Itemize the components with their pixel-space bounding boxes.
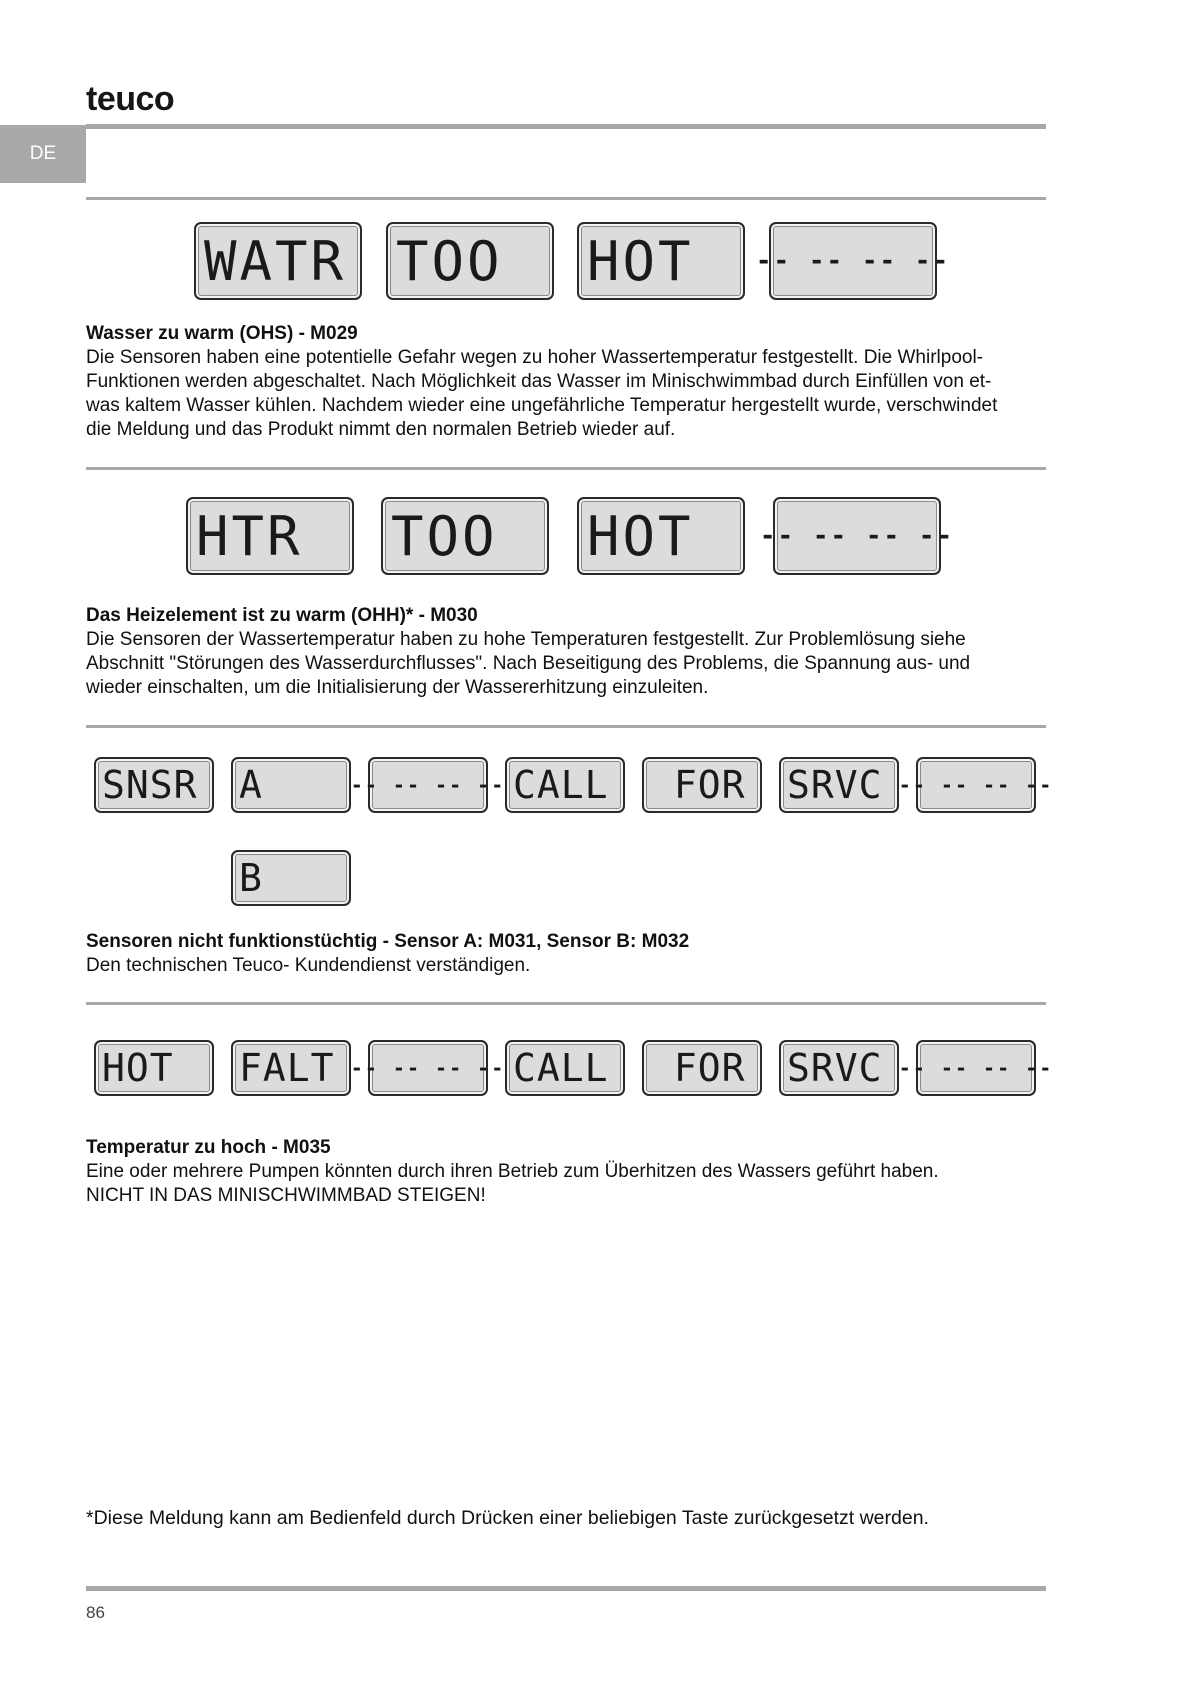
message-title: Wasser zu warm (OHS) - M029 <box>86 323 358 344</box>
lcd-display: CALL <box>505 1040 625 1096</box>
lcd-display: -- -- -- -- <box>368 1040 488 1096</box>
message-line: wieder einschalten, um die Initialisierung der Wassererhitzung einzuleiten. <box>86 677 709 698</box>
message-block <box>86 322 1046 442</box>
lcd-display: SNSR <box>94 757 214 813</box>
section-divider <box>86 467 1046 470</box>
lcd-display: -- -- -- -- <box>368 757 488 813</box>
footnote: *Diese Meldung kann am Bedienfeld durch Drücken einer beliebigen Taste zurückgesetzt werden. <box>86 1507 929 1529</box>
message-line: Den technischen Teuco- Kundendienst verständigen. <box>86 955 531 976</box>
section-divider <box>86 1002 1046 1005</box>
message-title: Sensoren nicht funktionstüchtig - Sensor A: M031, Sensor B: M032 <box>86 931 690 952</box>
lcd-display: FOR <box>642 757 762 813</box>
language-tab: DE <box>0 125 86 183</box>
lcd-display: FOR <box>642 1040 762 1096</box>
header-rule <box>86 124 1046 129</box>
message-line: die Meldung und das Produkt nimmt den normalen Betrieb wieder auf. <box>86 419 676 440</box>
lcd-display: B <box>231 850 351 906</box>
message-block <box>86 604 1046 700</box>
lcd-display: HTR <box>186 497 354 575</box>
lcd-display: FALT <box>231 1040 351 1096</box>
message-line: was kaltem Wasser kühlen. Nachdem wieder eine ungefährliche Temperatur hergestellt wurde, verschwindet <box>86 395 998 416</box>
lcd-display: -- -- -- -- <box>769 222 937 300</box>
lcd-display: -- -- -- -- <box>773 497 941 575</box>
message-title: Temperatur zu hoch - M035 <box>86 1137 331 1158</box>
section-divider <box>86 197 1046 200</box>
message-title: Das Heizelement ist zu warm (OHH)* - M030 <box>86 605 478 626</box>
lcd-display: -- -- -- -- <box>916 757 1036 813</box>
brand-logo: teuco <box>86 80 175 118</box>
lcd-display: -- -- -- -- <box>916 1040 1036 1096</box>
lcd-display: WATR <box>194 222 362 300</box>
lcd-display: HOT <box>577 222 745 300</box>
page-number: 86 <box>86 1603 105 1622</box>
lcd-display: CALL <box>505 757 625 813</box>
footer-rule <box>86 1586 1046 1591</box>
message-line: Abschnitt "Störungen des Wasserdurchflusses". Nach Beseitigung des Problems, die Spannung aus- und <box>86 653 971 674</box>
message-block <box>86 1136 1046 1208</box>
lcd-display: TOO <box>381 497 549 575</box>
section-divider <box>86 725 1046 728</box>
lcd-display: SRVC <box>779 1040 899 1096</box>
lcd-display: TOO <box>386 222 554 300</box>
lcd-display: HOT <box>577 497 745 575</box>
message-line: Funktionen werden abgeschaltet. Nach Möglichkeit das Wasser im Minischwimmbad durch Einfüllen von et- <box>86 371 992 392</box>
lcd-display: SRVC <box>779 757 899 813</box>
message-line: Die Sensoren haben eine potentielle Gefahr wegen zu hoher Wassertemperatur festgestellt. Die Whirlpool- <box>86 347 983 368</box>
message-block <box>86 930 1046 978</box>
message-line: Eine oder mehrere Pumpen könnten durch ihren Betrieb zum Überhitzen des Wassers geführt haben. <box>86 1161 939 1182</box>
lcd-display: A <box>231 757 351 813</box>
message-line: NICHT IN DAS MINISCHWIMMBAD STEIGEN! <box>86 1185 486 1206</box>
message-line: Die Sensoren der Wassertemperatur haben zu hohe Temperaturen festgestellt. Zur Problemlösung siehe <box>86 629 966 650</box>
lcd-display: HOT <box>94 1040 214 1096</box>
